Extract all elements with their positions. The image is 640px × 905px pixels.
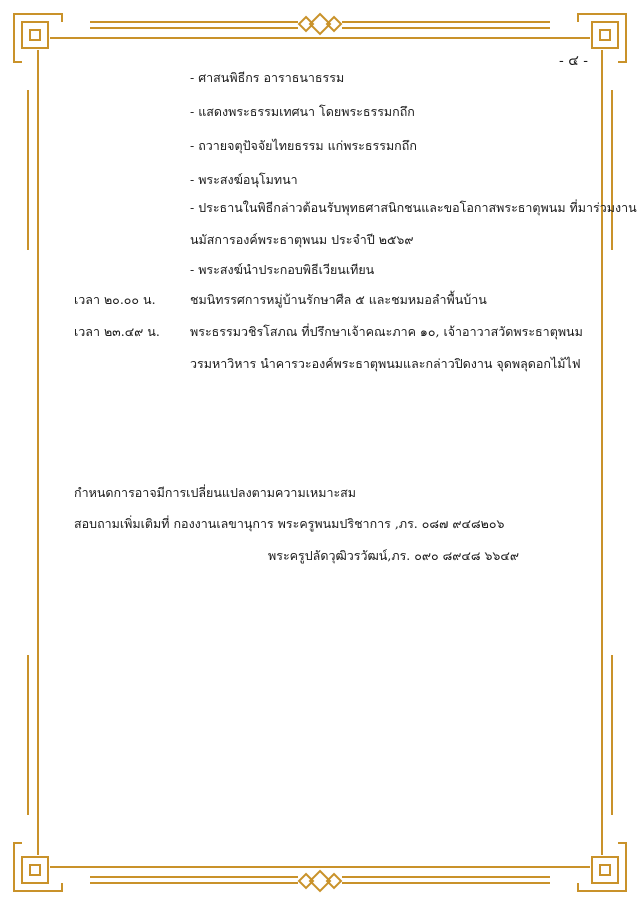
schedule-text: ชมนิทรรศการหมู่บ้านรักษาศีล ๕ และชมหมอลำพื้นบ้าน [190, 292, 487, 307]
schedule-change-note: กำหนดการอาจมีการเปลี่ยนแปลงตามความเหมาะสม [74, 485, 357, 500]
agenda-item: - ถวายจตุปัจจัยไทยธรรม แก่พระธรรมกถึก [190, 138, 417, 153]
schedule-time: เวลา ๒๐.๐๐ น. [74, 292, 156, 307]
page-number: - ๔ - [559, 53, 588, 69]
schedule-time: เวลา ๒๓.๔๙ น. [74, 324, 160, 339]
agenda-item: - พระสงฆ์นำประกอบพิธีเวียนเทียน [190, 262, 375, 277]
schedule-text: วรมหาวิหาร นำคารวะองค์พระธาตุพนมและกล่าวปิดงาน จุดพลุดอกไม้ไฟ [190, 356, 581, 371]
agenda-item: - พระสงฆ์อนุโมทนา [190, 172, 298, 187]
agenda-item-continued: นมัสการองค์พระธาตุพนม ประจำปี ๒๕๖๙ [190, 232, 414, 247]
schedule-text: พระธรรมวชิรโสภณ ที่ปรึกษาเจ้าคณะภาค ๑๐, เจ้าอาวาสวัดพระธาตุพนม [190, 324, 583, 339]
contact-line: พระครูปลัดวุฒิวรวัฒน์,ภร. ๐๙๐ ๘๙๔๘ ๖๖๔๙ [268, 548, 519, 563]
contact-line: สอบถามเพิ่มเติมที่ กองงานเลขานุการ พระครูพนมปริชาการ ,ภร. ๐๘๗ ๙๔๘๒๐๖ [74, 516, 505, 531]
agenda-item: - ศาสนพิธีกร อาราธนาธรรม [190, 70, 345, 85]
agenda-item: - แสดงพระธรรมเทศนา โดยพระธรรมกถึก [190, 104, 415, 119]
agenda-item: - ประธานในพิธีกล่าวต้อนรับพุทธศาสนิกชนและขอโอกาสพระธาตุพนม ที่มาร่วมงาน [190, 200, 637, 215]
